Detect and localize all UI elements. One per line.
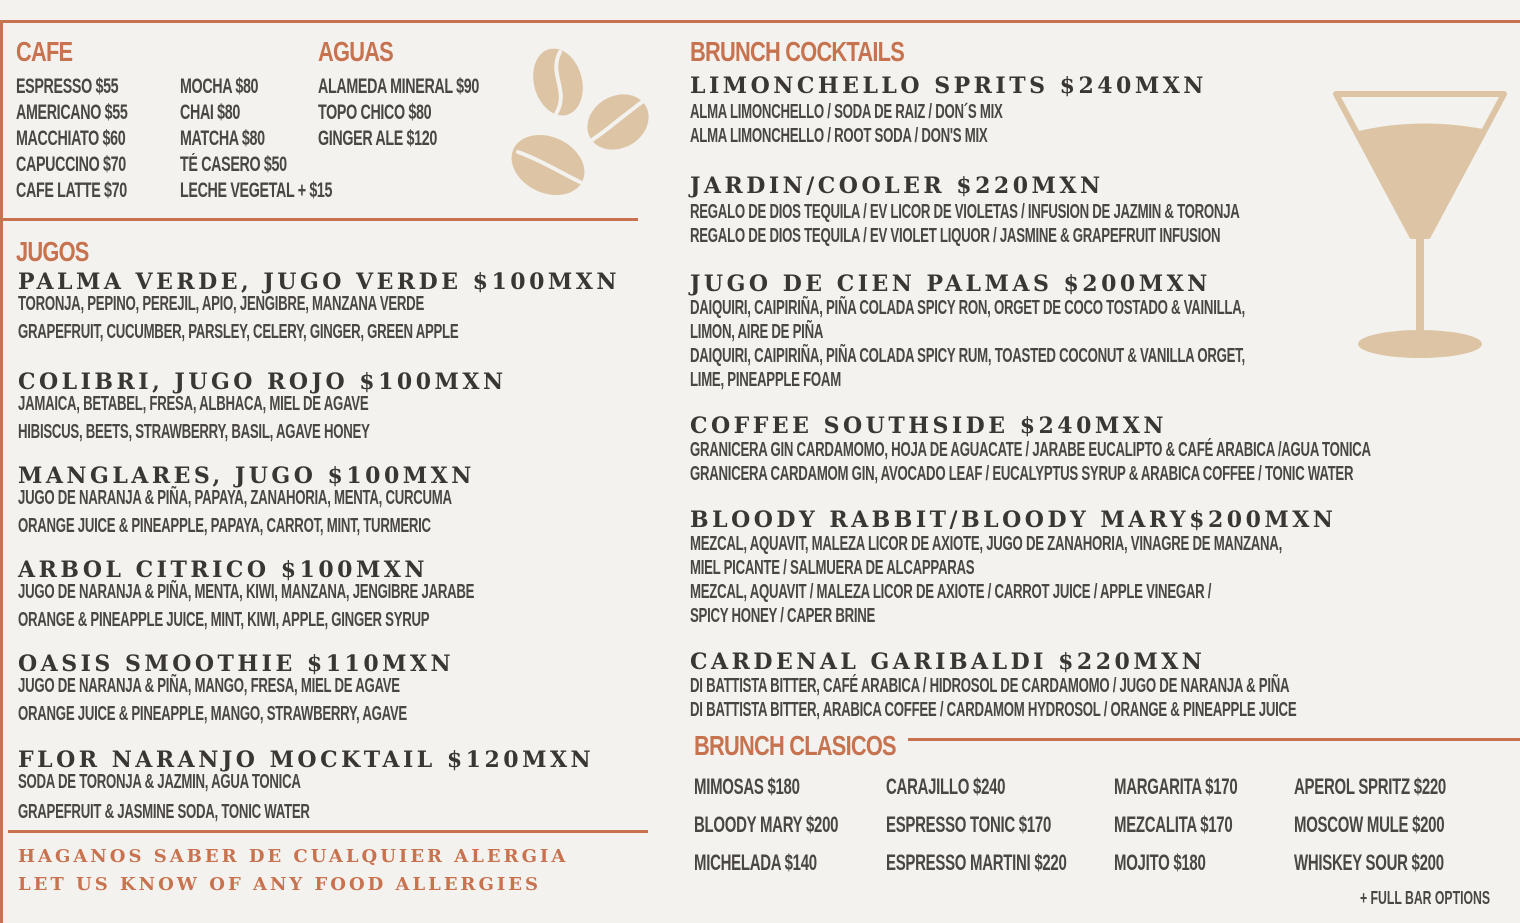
clasicos-rule xyxy=(908,738,1520,741)
list-item: GINGER ALE $120 xyxy=(318,127,437,150)
clasico-item: ESPRESSO TONIC $170 xyxy=(886,812,1052,837)
list-item: MATCHA $80 xyxy=(180,127,265,150)
jugo-name: FLOR NARANJO MOCKTAIL $120MXN xyxy=(18,747,595,773)
clasico-item: MOSCOW MULE $200 xyxy=(1294,812,1445,837)
clasico-item: MIMOSAS $180 xyxy=(694,774,800,799)
clasico-item: MICHELADA $140 xyxy=(694,850,817,875)
cafe-col1 xyxy=(16,74,180,204)
jugo-desc-en: ORANGE JUICE & PINEAPPLE, MANGO, STRAWBERRY, AGAVE xyxy=(18,703,407,725)
list-item: TÉ CASERO $50 xyxy=(180,153,287,176)
jugos-title: JUGOS xyxy=(16,236,89,267)
jugo-name: COLIBRI, JUGO ROJO $100MXN xyxy=(18,369,507,395)
list-item: MOCHA $80 xyxy=(180,75,259,98)
cocktail-desc: MEZCAL, AQUAVIT, MALEZA LICOR DE AXIOTE, JUGO DE ZANAHORIA, VINAGRE DE MANZANA, xyxy=(690,533,1282,555)
brunch-cocktails-title: BRUNCH COCKTAILS xyxy=(690,36,905,67)
aguas-title: AGUAS xyxy=(318,36,393,67)
jugo-desc-es: JUGO DE NARANJA & PIÑA, PAPAYA, ZANAHORIA, MENTA, CURCUMA xyxy=(18,487,452,509)
coffee-beans-icon xyxy=(500,40,660,210)
full-bar-note: + FULL BAR OPTIONS xyxy=(1360,888,1491,908)
clasico-item: MARGARITA $170 xyxy=(1114,774,1238,799)
allergy-notice-es: HAGANOS SABER DE CUALQUIER ALERGIA xyxy=(18,846,569,867)
cocktail-name: COFFEE SOUTHSIDE $240MXN xyxy=(690,413,1167,439)
martini-glass-icon xyxy=(1330,86,1510,366)
cocktail-desc: GRANICERA CARDAMOM GIN, AVOCADO LEAF / EUCALYPTUS SYRUP & ARABICA COFFEE / TONIC WATER xyxy=(690,463,1354,485)
list-item: ESPRESSO $55 xyxy=(16,75,119,98)
top-border xyxy=(0,20,1520,23)
cocktail-desc: DI BATTISTA BITTER, CAFÉ ARABICA / HIDROSOL DE CARDAMOMO / JUGO DE NARANJA & PIÑA xyxy=(690,675,1290,697)
list-item: CHAI $80 xyxy=(180,101,240,124)
allergy-notice-en: LET US KNOW OF ANY FOOD ALLERGIES xyxy=(18,874,542,895)
cocktail-desc: MEZCAL, AQUAVIT / MALEZA LICOR DE AXIOTE / CARROT JUICE / APPLE VINEGAR / xyxy=(690,581,1212,603)
clasico-item: APEROL SPRITZ $220 xyxy=(1294,774,1446,799)
cocktail-desc: SPICY HONEY / CAPER BRINE xyxy=(690,605,876,627)
cocktail-name: LIMONCHELLO SPRITS $240MXN xyxy=(690,73,1207,99)
list-item: AMERICANO $55 xyxy=(16,101,128,124)
jugo-desc-en: ORANGE JUICE & PINEAPPLE, PAPAYA, CARROT, MINT, TURMERIC xyxy=(18,515,431,537)
cocktail-desc: GRANICERA GIN CARDAMOMO, HOJA DE AGUACATE / JARABE EUCALIPTO & CAFÉ ARABICA /AGUA TONICA xyxy=(690,439,1371,461)
list-item: ALAMEDA MINERAL $90 xyxy=(318,75,479,98)
jugo-desc-en: ORANGE & PINEAPPLE JUICE, MINT, KIWI, APPLE, GINGER SYRUP xyxy=(18,609,430,631)
jugo-name: PALMA VERDE, JUGO VERDE $100MXN xyxy=(18,269,620,295)
clasico-item: MOJITO $180 xyxy=(1114,850,1206,875)
jugo-name: MANGLARES, JUGO $100MXN xyxy=(18,463,475,489)
jugos-divider xyxy=(8,830,648,833)
cocktail-desc: MIEL PICANTE / SALMUERA DE ALCAPPARAS xyxy=(690,557,975,579)
clasico-item: ESPRESSO MARTINI $220 xyxy=(886,850,1067,875)
cocktail-desc: ALMA LIMONCHELLO / ROOT SODA / DON'S MIX xyxy=(690,125,988,147)
cocktail-desc: DI BATTISTA BITTER, ARABICA COFFEE / CARDAMOM HYDROSOL / ORANGE & PINEAPPLE JUICE xyxy=(690,699,1297,721)
jugo-desc-es: SODA DE TORONJA & JAZMIN, AGUA TONICA xyxy=(18,771,301,793)
list-item: MACCHIATO $60 xyxy=(16,127,126,150)
cocktail-name: JUGO DE CIEN PALMAS $200MXN xyxy=(690,271,1211,297)
list-item: LECHE VEGETAL + $15 xyxy=(180,179,333,202)
list-item: TOPO CHICO $80 xyxy=(318,101,432,124)
cocktail-name: CARDENAL GARIBALDI $220MXN xyxy=(690,649,1206,675)
cocktail-desc: LIMON, AIRE DE PIÑA xyxy=(690,321,824,343)
cocktail-desc: ALMA LIMONCHELLO / SODA DE RAIZ / DON´S MIX xyxy=(690,101,1003,123)
jugo-desc-en: GRAPEFRUIT & JASMINE SODA, TONIC WATER xyxy=(18,801,310,823)
clasico-item: CARAJILLO $240 xyxy=(886,774,1006,799)
list-item: CAFE LATTE $70 xyxy=(16,179,127,202)
clasico-item: BLOODY MARY $200 xyxy=(694,812,839,837)
cocktail-desc: LIME, PINEAPPLE FOAM xyxy=(690,369,841,391)
cafe-divider xyxy=(0,218,638,221)
jugo-desc-es: JAMAICA, BETABEL, FRESA, ALBHACA, MIEL DE AGAVE xyxy=(18,393,369,415)
cocktail-name: JARDIN/COOLER $220MXN xyxy=(690,173,1104,199)
cocktail-desc: DAIQUIRI, CAIPIRIÑA, PIÑA COLADA SPICY RON, ORGET DE COCO TOSTADO & VAINILLA, xyxy=(690,297,1245,319)
brunch-clasicos-title: BRUNCH CLASICOS xyxy=(694,730,896,761)
jugo-desc-es: JUGO DE NARANJA & PIÑA, MANGO, FRESA, MIEL DE AGAVE xyxy=(18,675,400,697)
cocktail-desc: REGALO DE DIOS TEQUILA / EV LICOR DE VIOLETAS / INFUSION DE JAZMIN & TORONJA xyxy=(690,201,1240,223)
list-item: CAPUCCINO $70 xyxy=(16,153,126,176)
jugo-desc-en: GRAPEFRUIT, CUCUMBER, PARSLEY, CELERY, GINGER, GREEN APPLE xyxy=(18,321,459,343)
clasico-item: WHISKEY SOUR $200 xyxy=(1294,850,1444,875)
cocktail-name: BLOODY RABBIT/BLOODY MARY$200MXN xyxy=(690,507,1337,533)
jugo-name: ARBOL CITRICO $100MXN xyxy=(18,557,428,583)
jugo-desc-es: TORONJA, PEPINO, PEREJIL, APIO, JENGIBRE, MANZANA VERDE xyxy=(18,293,424,315)
jugo-name: OASIS SMOOTHIE $110MXN xyxy=(18,651,455,677)
cafe-title: CAFE xyxy=(16,36,73,67)
cocktail-desc: REGALO DE DIOS TEQUILA / EV VIOLET LIQUOR / JASMINE & GRAPEFRUIT INFUSION xyxy=(690,225,1221,247)
jugo-desc-es: JUGO DE NARANJA & PIÑA, MENTA, KIWI, MANZANA, JENGIBRE JARABE xyxy=(18,581,475,603)
jugo-desc-en: HIBISCUS, BEETS, STRAWBERRY, BASIL, AGAVE HONEY xyxy=(18,421,370,443)
clasico-item: MEZCALITA $170 xyxy=(1114,812,1233,837)
left-border xyxy=(0,20,3,923)
cocktail-desc: DAIQUIRI, CAIPIRIÑA, PIÑA COLADA SPICY RUM, TOASTED COCONUT & VANILLA ORGET, xyxy=(690,345,1245,367)
